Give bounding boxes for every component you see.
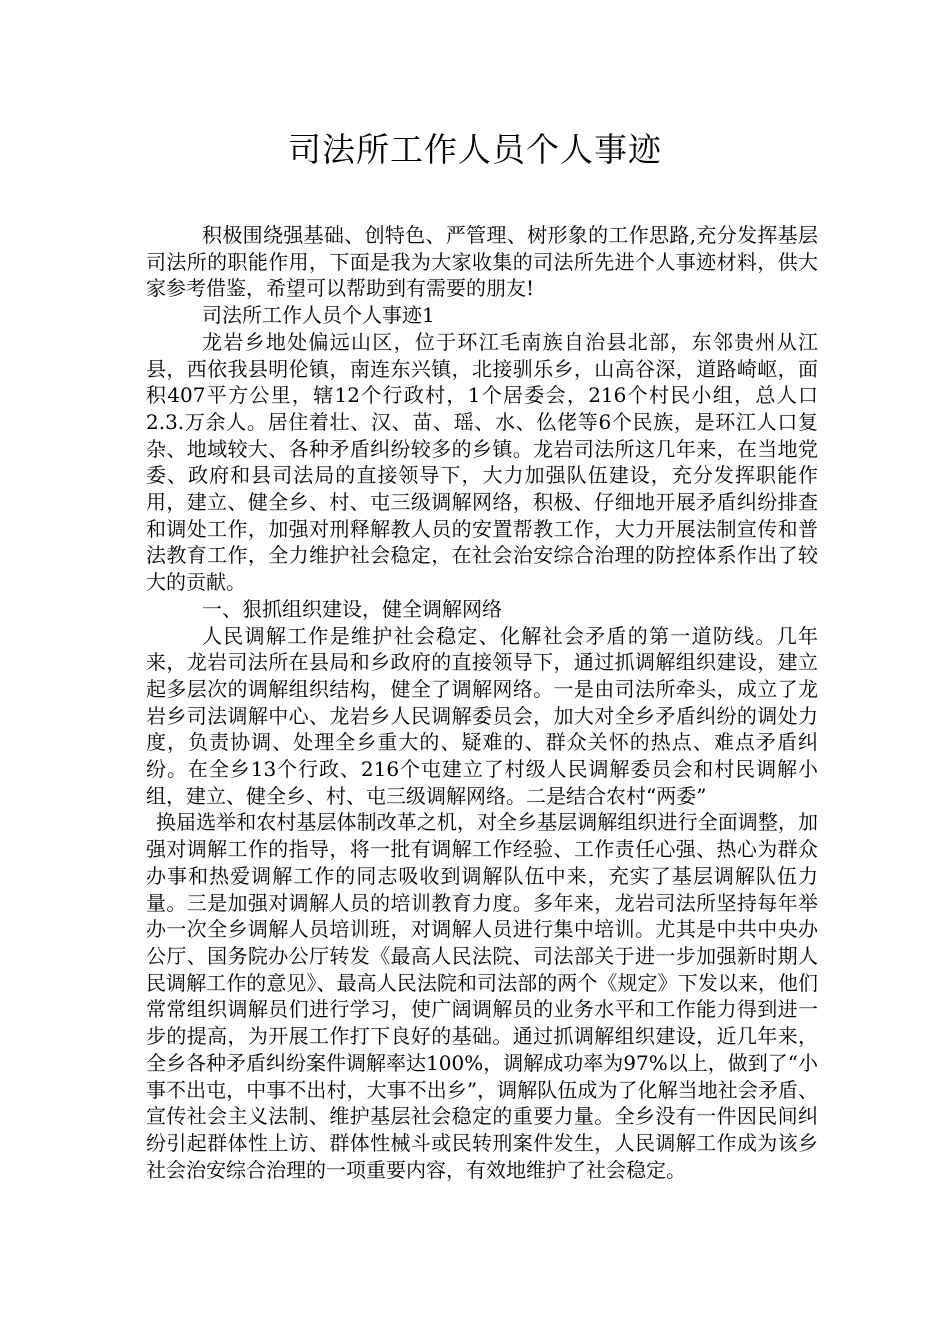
intro-paragraph: 积极围绕强基础、创特色、严管理、树形象的工作思路,充分发挥基层司法所的职能作用，下面是我为大家收集的司法所先进个人事迹材料，供大家参考借鉴，希望可以帮助到有需要的朋友! bbox=[146, 223, 818, 301]
body-paragraph: 换届选举和农村基层体制改革之机，对全乡基层调解组织进行全面调整，加强对调解工作的指导，将一批有调解工作经验、工作责任心强、热心为群众办事和热爱调解工作的同志吸收到调解队伍中来，充实了基层调解队伍力量。三是加强对调解人员的培训教育力度。多年来，龙岩司法所坚持每年举办一次全乡调解人员培训班，对调解人员进行集中培训。尤其是中共中央办公厅、国务院办公厅转发《最高人民法院、司法部关于进一步加强新时期人民调解工作的意见》、最高人民法院和司法部的两个《规定》下发以来，他们常常组织调解员们进行学习，使广阔调解员的业务水平和工作能力得到进一步的提高，为开展工作打下良好的基础。通过抓调解组织建设，近几年来，全乡各种矛盾纠纷案件调解率达100%，调解成功率为97%以上，做到了“小事不出屯，中事不出村，大事不出乡”，调解队伍成为了化解当地社会矛盾、宣传社会主义法制、维护基层社会稳定的重要力量。全乡没有一件因民间纠纷引起群体性上访、群体性械斗或民转刑案件发生，人民调解工作成为该乡社会治安综合治理的一项重要内容，有效地维护了社会稳定。 bbox=[146, 810, 818, 1182]
subsection-heading: 一、狠抓组织建设，健全调解网络 bbox=[202, 596, 502, 621]
document-body bbox=[146, 222, 818, 1183]
body-paragraph: 人民调解工作是维护社会稳定、化解社会矛盾的第一道防线。几年来，龙岩司法所在县局和乡政府的直接领导下，通过抓调解组织建设，建立起多层次的调解组织结构，健全了调解网络。一是由司法所牵头，成立了龙岩乡司法调解中心、龙岩乡人民调解委员会，加大对全乡矛盾纠纷的调处力度，负责协调、处理全乡重大的、疑难的、群众关怀的热点、难点矛盾纠纷。在全乡13个行政、216个屯建立了村级人民调解委员会和村民调解小组，建立、健全乡、村、屯三级调解网络。二是结合农村“两委” bbox=[146, 623, 818, 808]
document-title: 司法所工作人员个人事迹 bbox=[288, 130, 662, 169]
section-heading-1: 司法所工作人员个人事迹1 bbox=[202, 303, 435, 328]
body-paragraph: 龙岩乡地处偏远山区，位于环江毛南族自治县北部，东邻贵州从江县，西依我县明伦镇，南连东兴镇，北接驯乐乡，山高谷深，道路崎岖，面积407平方公里，辖12个行政村，1个居委会，216个村民小组，总人口2.3.万余人。居住着壮、汉、苗、瑶、水、仫佬等6个民族，是环江人口复杂、地域较大、各种矛盾纠纷较多的乡镇。龙岩司法所这几年来，在当地党委、政府和县司法局的直接领导下，大力加强队伍建设，充分发挥职能作用，建立、健全乡、村、屯三级调解网络，积极、仔细地开展矛盾纠纷排查和调处工作，加强对刑释解教人员的安置帮教工作，大力开展法制宣传和普法教育工作，全力维护社会稳定，在社会治安综合治理的防控体系作出了较大的贡献。 bbox=[146, 329, 818, 595]
